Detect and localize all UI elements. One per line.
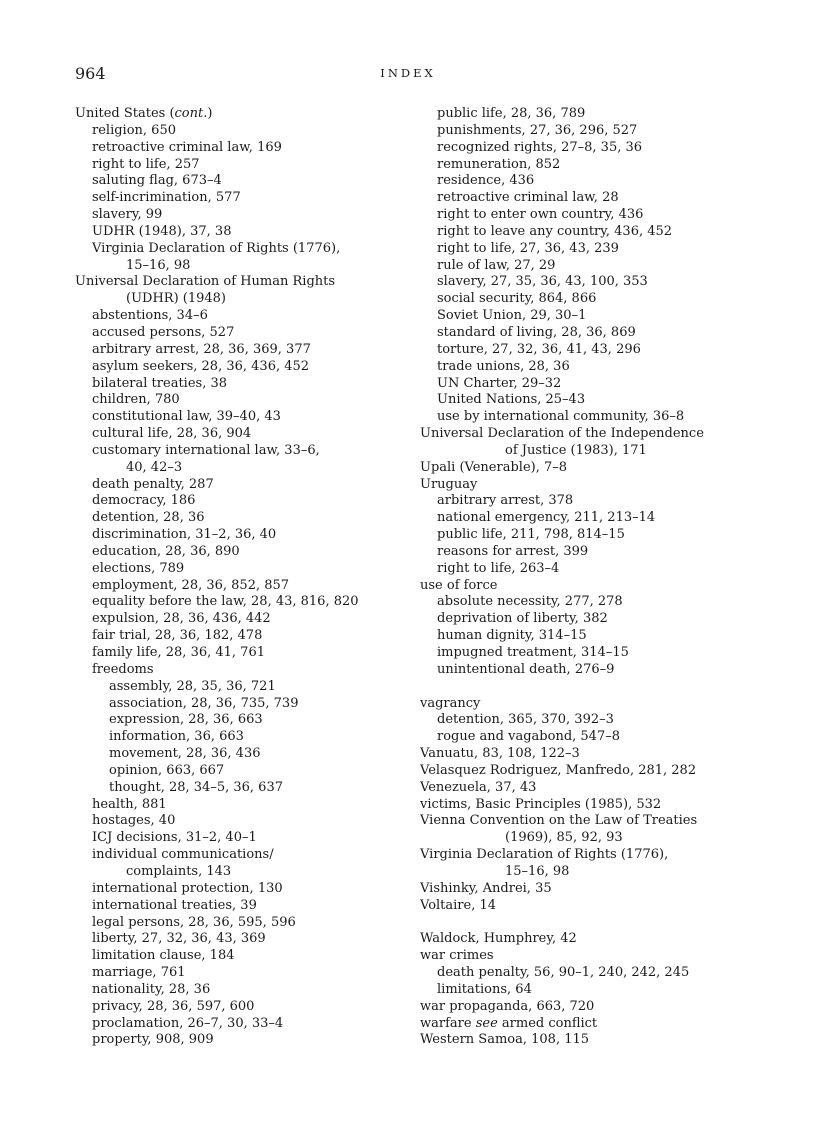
index-heading [420,696,765,713]
entry-text: property, 908, 909 [92,1032,214,1048]
entry-text: reasons for arrest, 399 [437,543,589,559]
index-subentry [420,123,765,140]
index-subentry [75,578,420,595]
entry-text: movement, 28, 36, 436 [109,746,261,762]
index-subentry [420,207,765,224]
index-subentry [75,696,420,713]
index-subentry [75,342,420,359]
index-subentry [420,594,765,611]
index-entry-continuation [420,443,765,460]
entry-text: trade unions, 28, 36 [437,358,570,374]
index-heading [420,948,765,965]
entry-text: limitation clause, 184 [92,948,235,964]
index-heading [420,797,765,814]
index-subentry [75,1032,420,1049]
entry-text: proclamation, 26–7, 30, 33–4 [92,1015,284,1031]
entry-text: right to life, 263–4 [437,560,560,576]
index-subentry [75,712,420,729]
entry-italic: see [475,1015,498,1031]
index-subentry [420,342,765,359]
entry-text: use by international community, 36–8 [437,409,685,425]
index-subentry [75,999,420,1016]
index-subentry [75,325,420,342]
entry-text: victims, Basic Principles (1985), 532 [420,796,662,812]
index-subentry [420,628,765,645]
entry-text: saluting flag, 673–4 [92,173,222,189]
entry-text: 15–16, 98 [505,863,570,879]
entry-text: family life, 28, 36, 41, 761 [92,645,265,660]
entry-text: detention, 365, 370, 392–3 [437,712,614,728]
index-heading [75,106,420,123]
entry-text: assembly, 28, 35, 36, 721 [109,678,276,694]
index-subentry [75,746,420,763]
index-subentry [75,948,420,965]
entry-text: unintentional death, 276–9 [437,661,615,677]
entry-text: remuneration, 852 [437,156,561,172]
index-subentry [420,291,765,308]
index-subentry [75,173,420,190]
index-subentry [420,611,765,628]
index-subentry [420,510,765,527]
entry-text: Vanuatu, 83, 108, 122–3 [420,746,580,762]
index-subentry [420,157,765,174]
index-heading [420,847,765,864]
entry-text: national emergency, 211, 213–14 [437,510,656,526]
entry-spacer [420,915,765,932]
entry-spacer [420,679,765,696]
entry-text: individual communications/ [92,847,274,863]
entry-text: right to enter own country, 436 [437,207,644,223]
index-subentry [420,392,765,409]
index-heading [420,477,765,494]
entry-text: information, 36, 663 [109,729,244,745]
entry-text: health, 881 [92,796,167,812]
entry-text: UN Charter, 29–32 [437,375,562,391]
entry-text: (UDHR) (1948) [126,291,227,307]
entry-text: UDHR (1948), 37, 38 [92,223,232,239]
index-subentry [75,376,420,393]
entry-text: death penalty, 287 [92,476,214,492]
index-subentry [420,241,765,258]
index-subentry [75,308,420,325]
index-heading [420,426,765,443]
entry-text: United Nations, 25–43 [437,392,586,408]
entry-text: retroactive criminal law, 28 [437,190,619,206]
index-subentry [75,224,420,241]
entry-text: privacy, 28, 36, 597, 600 [92,998,255,1014]
entry-text-after: ) [207,106,213,121]
index-heading [420,931,765,948]
entry-text: Virginia Declaration of Rights (1776), [420,847,669,863]
entry-text: Waldock, Humphrey, 42 [420,931,577,947]
entry-text: expression, 28, 36, 663 [109,712,263,728]
entry-text: detention, 28, 36 [92,510,205,526]
entry-text: discrimination, 31–2, 36, 40 [92,527,277,543]
entry-text: education, 28, 36, 890 [92,543,240,559]
index-subentry [420,325,765,342]
index-subentry [75,510,420,527]
index-subentry [75,898,420,915]
index-subentry [75,241,420,258]
index-heading [420,1032,765,1049]
index-subentry [420,712,765,729]
index-subentry [75,207,420,224]
index-subentry [75,157,420,174]
index-subentry [75,477,420,494]
entry-text: Voltaire, 14 [420,897,497,913]
index-subentry [75,1016,420,1033]
index-subentry [420,359,765,376]
entry-text: international protection, 130 [92,880,283,896]
index-subentry [75,813,420,830]
index-subentry [75,847,420,864]
index-entry-continuation [420,864,765,881]
entry-text: customary international law, 33–6, [92,442,320,458]
index-subentry [75,140,420,157]
index-entry-continuation [75,291,420,308]
entry-text: children, 780 [92,392,180,408]
index-heading [420,881,765,898]
index-heading [420,1016,765,1033]
index-subentry [75,594,420,611]
index-subentry [420,561,765,578]
entry-text: Venezuela, 37, 43 [420,779,537,795]
entry-text: slavery, 27, 35, 36, 43, 100, 353 [437,274,648,290]
entry-text: arbitrary arrest, 378 [437,493,574,509]
entry-text: liberty, 27, 32, 36, 43, 369 [92,931,266,947]
entry-text: bilateral treaties, 38 [92,375,227,391]
entry-text: right to life, 27, 36, 43, 239 [437,240,619,256]
entry-text: marriage, 761 [92,965,186,981]
entry-text: accused persons, 527 [92,324,235,340]
index-subentry [75,611,420,628]
index-entry-continuation [75,460,420,477]
index-subentry [420,106,765,123]
index-heading [420,460,765,477]
index-subentry [75,493,420,510]
index-subentry [75,359,420,376]
entry-text: fair trial, 28, 36, 182, 478 [92,628,263,644]
entry-text: nationality, 28, 36 [92,981,211,997]
entry-text: slavery, 99 [92,207,163,223]
entry-text: war crimes [420,948,494,964]
entry-text: United States ( [75,106,175,121]
index-heading [420,780,765,797]
index-subentry [75,780,420,797]
page-number: 964 [75,64,106,83]
entry-text: abstentions, 34–6 [92,308,208,324]
index-subentry [75,915,420,932]
entry-text: arbitrary arrest, 28, 36, 369, 377 [92,341,311,357]
entry-text: complaints, 143 [126,863,232,879]
entry-text: thought, 28, 34–5, 36, 637 [109,779,283,795]
entry-text: residence, 436 [437,173,535,189]
index-subentry [75,645,420,662]
entry-italic: cont. [174,106,208,121]
entry-text: of Justice (1983), 171 [505,442,647,458]
index-subentry [420,493,765,510]
entry-text: impugned treatment, 314–15 [437,645,629,660]
index-heading [420,898,765,915]
index-entry-continuation [75,258,420,275]
entry-text: 40, 42–3 [126,459,183,475]
index-subentry [420,527,765,544]
entry-text: opinion, 663, 667 [109,762,225,778]
entry-text: vagrancy [420,695,481,711]
index-entry-continuation [75,864,420,881]
index-subentry [75,426,420,443]
index-entry-continuation [420,830,765,847]
entry-text: punishments, 27, 36, 296, 527 [437,122,638,138]
index-subentry [75,830,420,847]
index-column-left [75,106,420,1049]
entry-text: Vishinky, Andrei, 35 [420,880,552,896]
index-subentry [420,982,765,999]
index-subentry [420,645,765,662]
entry-text: Virginia Declaration of Rights (1776), [92,240,341,256]
running-head: INDEX [380,66,436,80]
index-heading [420,999,765,1016]
index-subentry [420,729,765,746]
index-subentry [75,797,420,814]
index-subentry [75,561,420,578]
entry-text: right to life, 257 [92,156,200,172]
entry-text: cultural life, 28, 36, 904 [92,426,252,442]
index-subentry [75,443,420,460]
entry-text: self-incrimination, 577 [92,190,241,206]
entry-text: absolute necessity, 277, 278 [437,594,623,610]
index-subentry [420,224,765,241]
index-heading [75,274,420,291]
index-heading [420,763,765,780]
entry-text: constitutional law, 39–40, 43 [92,409,281,425]
index-heading [420,578,765,595]
entry-text: 15–16, 98 [126,257,191,273]
entry-text: ICJ decisions, 31–2, 40–1 [92,830,257,846]
entry-text: public life, 28, 36, 789 [437,106,586,121]
entry-text: expulsion, 28, 36, 436, 442 [92,611,271,627]
entry-text: hostages, 40 [92,813,176,829]
entry-text: Velasquez Rodriguez, Manfredo, 281, 282 [420,762,697,778]
index-subentry [420,258,765,275]
entry-text: recognized rights, 27–8, 35, 36 [437,139,643,155]
entry-text: equality before the law, 28, 43, 816, 820 [92,594,359,610]
index-subentry [75,409,420,426]
index-subentry [75,931,420,948]
index-subentry [75,729,420,746]
entry-text: Universal Declaration of Human Rights [75,274,336,290]
index-subentry [420,544,765,561]
index-subentry [420,274,765,291]
index-subentry [75,965,420,982]
index-heading [420,746,765,763]
index-column-right [420,106,765,1049]
index-heading [420,813,765,830]
index-subentry [75,392,420,409]
entry-text: death penalty, 56, 90–1, 240, 242, 245 [437,965,690,981]
entry-text: employment, 28, 36, 852, 857 [92,577,290,593]
index-subentry [420,140,765,157]
entry-text: rule of law, 27, 29 [437,257,556,273]
entry-text: Universal Declaration of the Independence [420,426,704,442]
index-subentry [420,173,765,190]
entry-text: use of force [420,577,498,593]
entry-text: torture, 27, 32, 36, 41, 43, 296 [437,341,641,357]
index-subentry [75,190,420,207]
entry-text: democracy, 186 [92,493,196,509]
index-subentry [420,376,765,393]
entry-text: Vienna Convention on the Law of Treaties [420,813,698,829]
entry-text: legal persons, 28, 36, 595, 596 [92,914,296,930]
index-subentry [75,662,420,679]
index-subentry [75,982,420,999]
index-subentry [420,308,765,325]
entry-text: human dignity, 314–15 [437,628,587,644]
entry-text: retroactive criminal law, 169 [92,139,282,155]
entry-text: limitations, 64 [437,981,532,997]
entry-text: international treaties, 39 [92,897,257,913]
index-subentry [420,965,765,982]
index-subentry [75,123,420,140]
index-subentry [75,527,420,544]
index-subentry [75,544,420,561]
index-subentry [420,662,765,679]
index-subentry [420,409,765,426]
entry-text: warfare [420,1015,476,1031]
entry-text: war propaganda, 663, 720 [420,998,595,1014]
index-subentry [75,763,420,780]
entry-text: social security, 864, 866 [437,291,597,307]
entry-text: deprivation of liberty, 382 [437,611,608,627]
entry-text: Uruguay [420,476,478,492]
index-subentry [420,190,765,207]
entry-text: Upali (Venerable), 7–8 [420,459,568,475]
entry-text: religion, 650 [92,122,176,138]
entry-text: public life, 211, 798, 814–15 [437,527,625,543]
entry-text: Western Samoa, 108, 115 [420,1032,590,1048]
index-subentry [75,881,420,898]
entry-text: association, 28, 36, 735, 739 [109,695,299,711]
entry-text-after: armed conflict [497,1015,598,1031]
entry-text: elections, 789 [92,560,185,576]
entry-text: (1969), 85, 92, 93 [505,830,623,846]
index-subentry [75,628,420,645]
entry-text: Soviet Union, 29, 30–1 [437,308,587,324]
entry-text: asylum seekers, 28, 36, 436, 452 [92,358,310,374]
entry-text: rogue and vagabond, 547–8 [437,729,620,745]
index-subentry [75,679,420,696]
entry-text: freedoms [92,661,154,677]
entry-text: right to leave any country, 436, 452 [437,223,673,239]
entry-text: standard of living, 28, 36, 869 [437,324,636,340]
